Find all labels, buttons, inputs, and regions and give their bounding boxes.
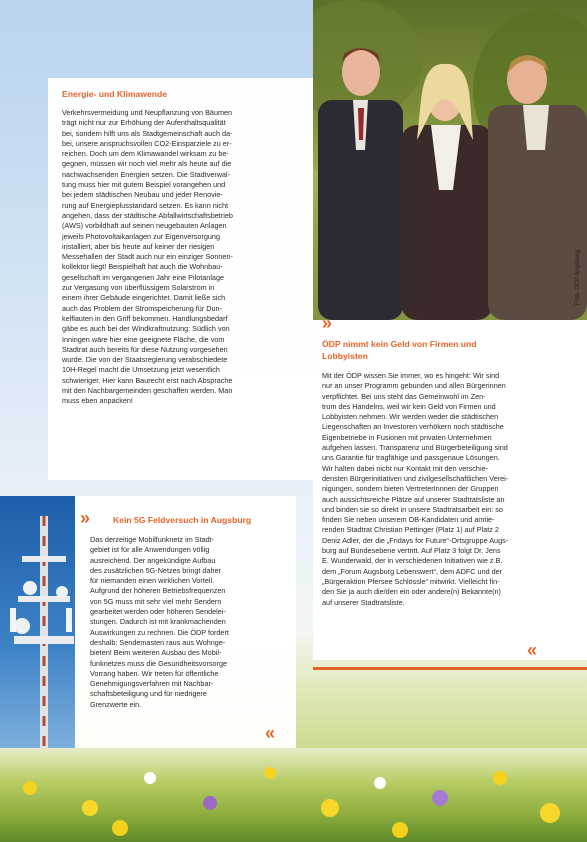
energy-body: Verkehrsvermeidung und Neupflanzung von Bäumen trägt nicht nur zur Erhöhung der Aufenthaltsqualität bei, sondern hilft uns als Stadtgemeinschaft auch da- bei, unsere anspruchsvollen CO2-Einsparziele zu er- reichen. Doch um dem Klimawandel wirksam zu be- gegnen, müssen wir noch viel mehr als heute auf die nachwachsenden Energien setzen. Die Stadtverwal- tung muss hier mit gutem Beispiel vorangehen und bei jedem städtischen Neubau und jeder Renovie- rung auf Energieplusstandard setzen. Es kann nicht angehen, dass der städtische Abfallwirtschaftsbetrieb (AWS) vorbildhaft auf seinen neugebauten Anlagen jeweils Photovoltaikanlagen zur Eigenversorgung installiert, aber bis heute auf keiner der riesigen Messehallen der Stadt auch nur ein einziger Sonnen- kollektor liegt! Beispielhaft hat auch die Wohnbau- gesellschaft im vergangenen Jahr eine Pilotanlage zur Vergasung von überflüssigem Solarstrom in einem ihrer Gebäude eingerichtet. Damit ließe sich auch das Problem der Stromspeicherung für Dun- kelflauten in den Griff bekommen. Handlungsbedarf gäbe es auch bei der Windkraftnutzung: Südlich von Inningen wäre hier eine geeignete Fläche, die vom Stadtrat auch bereits für diese Nutzung vorgesehen wurde. Die von der Staatsregierung verabschiedete 10H-Regel macht die Umsetzung jetzt wesentlich schwieriger. Hier kann Baurecht erst nach Absprache mit den Nachbargemeinden geschaffen werden. Man muss eben anpacken!	[62, 108, 233, 406]
chevron-left-icon: «	[527, 640, 533, 660]
money-divider	[313, 667, 587, 670]
photo-credit: Foto: ÖDP Augsburg	[575, 250, 581, 306]
fiveg-heading: Kein 5G Feldversuch in Augsburg	[113, 515, 252, 525]
group-photo-illustration	[313, 0, 587, 320]
cell-tower-image	[0, 496, 75, 748]
money-heading	[322, 338, 477, 362]
energy-heading: Energie- und Klimawende	[62, 89, 168, 99]
money-heading-line1: ÖDP nimmt kein Geld von Firmen und	[322, 339, 477, 349]
flowers-illustration	[0, 748, 587, 842]
group-photo	[313, 0, 587, 320]
fiveg-body: Das derzeitige Mobilfunknetz im Stadt- gebiet ist für alle Anwendungen völlig ausreichend. Der angekündigte Aufbau des zusätzlichen 5G-Netzes bringt daher für niemanden einen wirklichen Vorteil. Aufgrund der höheren Betriebsfrequenzen von 5G muss mit sehr viel mehr Sendern gearbeitet werden oder höheren Sendelei- stungen. Dadurch ist mit krankmachenden Auswirkungen zu rechnen. Die ÖDP fordert deshalb: Sendemasten raus aus Wohnge- bieten! Beim weiteren Ausbau des Mobil- funknetzes muss die Gesundheitsvorsorge Vorrang haben. Wir treten für öffentliche Genehmigungsverfahren mit Nachbar- schaftsbeteiligung und für niedrigere Grenzwerte ein.	[90, 535, 229, 709]
chevron-left-icon-2: «	[265, 723, 271, 743]
cell-tower-icon	[0, 496, 75, 748]
chevron-right-icon: »	[322, 313, 328, 333]
chevron-right-icon-2: »	[80, 508, 86, 528]
flower-meadow	[0, 748, 587, 842]
money-heading-line2: Lobbyisten	[322, 351, 368, 361]
money-body: Mit der ÖDP wissen Sie immer, wo es hingeht: Wir sind nur an unser Programm gebunden und allen Bürgerinnen verpflichtet. Bei uns steht das Gemeinwohl im Zen- trum des Handelns, weil wir kein Geld von Firmen und Lobbyisten nehmen. Wir werden weder die städtischen Liegenschaften an Investoren verhökern noch städtische Eigenbetriebe in Fusionen mit privaten Unternehmen aufgehen lassen. Transparenz und Bürgerbeteiligung sind uns Garantie für tragfähige und passgenaue Lösungen. Wir halten dabei nicht nur Kontakt mit den verschie- densten Bürgerinitiativen und zivilgesellschaftlichen Verei- nigungen, sondern bieten VertreterInnnen der Gruppen auch aussichtsreiche Plätze auf unserer Stadtratsliste an und binden sie so direkt in unsere Stadtratsarbeit ein: so finden Sie neben unserem OB-Kandidaten und amtie- renden Stadtrat Christian Pettinger (Platz 1) auf Platz 2 Deniz Adler, der die „Fridays for Future“-Ortsgruppe Augs- burg auf Bundesebene vertritt. Auf Platz 3 folgt Dr. Jens E. Wunderwald, der in verschiedenen Initiativen wie z.B. dem „Forum Augsburg Lebenswert“, dem ADFC und der „Bürgeraktion Pfersee Schlössle“ mitwirkt. Vielleicht fin- den Sie ja auch die/den ein oder andere(n) Bekannte(n) auf unserer Stadtratsliste.	[322, 371, 509, 607]
